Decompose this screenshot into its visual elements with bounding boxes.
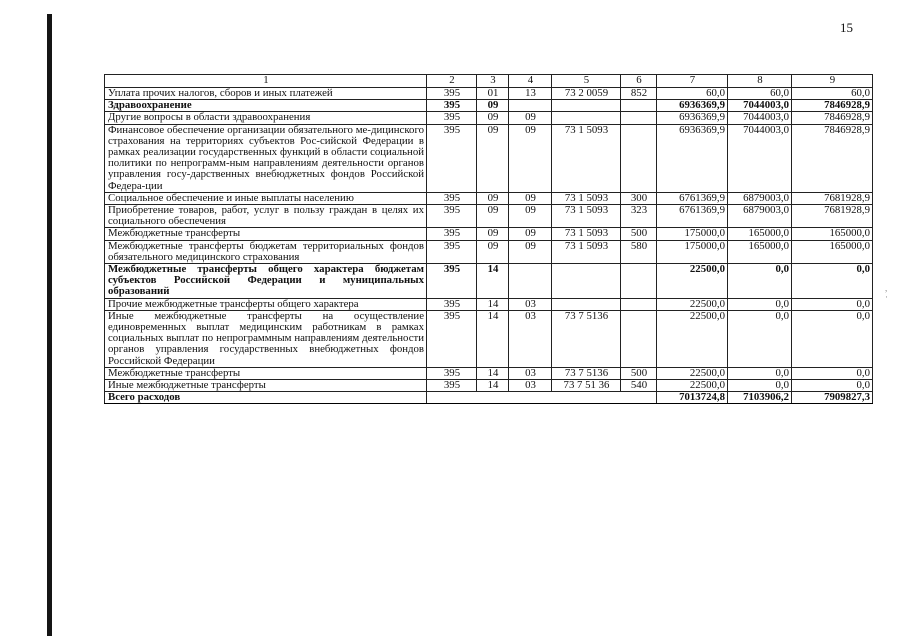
cell-expense-type: 323 xyxy=(621,205,657,228)
table-row xyxy=(105,310,873,367)
table-row xyxy=(105,88,873,100)
cell-subsection: 13 xyxy=(509,88,552,100)
cell-amount-col9: 0,0 xyxy=(792,264,873,299)
cell-amount-col8: 0,0 xyxy=(728,380,792,392)
cell-target-article: 73 7 5136 xyxy=(552,367,621,379)
cell-amount-col8: 7044003,0 xyxy=(728,112,792,124)
cell-target-article xyxy=(552,112,621,124)
total-row xyxy=(105,392,873,404)
table-row xyxy=(105,380,873,392)
cell-expense-type: 540 xyxy=(621,380,657,392)
cell-amount-col8: 0,0 xyxy=(728,264,792,299)
row-name: Межбюджетные трансферты xyxy=(105,367,427,379)
cell-amount-col9: 0,0 xyxy=(792,380,873,392)
cell-subsection: 09 xyxy=(509,205,552,228)
cell-ministry-code: 395 xyxy=(427,367,477,379)
cell-section: 14 xyxy=(477,298,509,310)
table-row xyxy=(105,124,873,192)
total-amount-col8: 7103906,2 xyxy=(728,392,792,404)
cell-subsection: 03 xyxy=(509,380,552,392)
cell-amount-col7: 22500,0 xyxy=(657,264,728,299)
cell-subsection: 09 xyxy=(509,228,552,240)
cell-section: 09 xyxy=(477,240,509,263)
column-header: 8 xyxy=(728,75,792,88)
cell-expense-type: 500 xyxy=(621,228,657,240)
cell-target-article: 73 1 5093 xyxy=(552,228,621,240)
cell-amount-col8: 6879003,0 xyxy=(728,205,792,228)
column-header: 2 xyxy=(427,75,477,88)
cell-subsection: 09 xyxy=(509,240,552,263)
row-name: Иные межбюджетные трансферты на осуществление единовременных выплат медицинским работникам в рамках социальных выплат по непрограммным направлениям деятельности органов управления государственных внебюджетных фондов Российской Федерации xyxy=(105,310,427,367)
column-header: 9 xyxy=(792,75,873,88)
column-header: 5 xyxy=(552,75,621,88)
cell-section: 09 xyxy=(477,112,509,124)
cell-expense-type xyxy=(621,124,657,192)
cell-amount-col9: 165000,0 xyxy=(792,240,873,263)
total-empty-span xyxy=(427,392,657,404)
budget-table xyxy=(104,74,873,404)
cell-expense-type xyxy=(621,264,657,299)
total-amount-col9: 7909827,3 xyxy=(792,392,873,404)
margin-mark: · xyxy=(885,292,888,302)
cell-amount-col7: 175000,0 xyxy=(657,228,728,240)
cell-subsection: 09 xyxy=(509,124,552,192)
cell-subsection: 03 xyxy=(509,310,552,367)
cell-amount-col7: 6761369,9 xyxy=(657,192,728,204)
total-amount-col7: 7013724,8 xyxy=(657,392,728,404)
cell-amount-col7: 6936369,9 xyxy=(657,112,728,124)
cell-ministry-code: 395 xyxy=(427,298,477,310)
cell-subsection xyxy=(509,264,552,299)
column-header: 3 xyxy=(477,75,509,88)
cell-expense-type xyxy=(621,100,657,112)
cell-expense-type xyxy=(621,298,657,310)
cell-amount-col9: 0,0 xyxy=(792,298,873,310)
cell-amount-col7: 22500,0 xyxy=(657,310,728,367)
cell-amount-col7: 6761369,9 xyxy=(657,205,728,228)
table-row xyxy=(105,240,873,263)
table-header-row xyxy=(105,75,873,88)
cell-amount-col8: 165000,0 xyxy=(728,240,792,263)
cell-expense-type xyxy=(621,310,657,367)
cell-target-article xyxy=(552,298,621,310)
table-row xyxy=(105,112,873,124)
row-name: Приобретение товаров, работ, услуг в пользу граждан в целях их социального обеспечения xyxy=(105,205,427,228)
table-row xyxy=(105,205,873,228)
cell-amount-col8: 60,0 xyxy=(728,88,792,100)
cell-ministry-code: 395 xyxy=(427,310,477,367)
page-number: 15 xyxy=(840,20,853,35)
table-row xyxy=(105,264,873,299)
cell-ministry-code: 395 xyxy=(427,100,477,112)
cell-amount-col9: 0,0 xyxy=(792,310,873,367)
cell-target-article: 73 1 5093 xyxy=(552,240,621,263)
column-header: 4 xyxy=(509,75,552,88)
cell-amount-col9: 7846928,9 xyxy=(792,100,873,112)
cell-amount-col9: 7681928,9 xyxy=(792,192,873,204)
row-name: Финансовое обеспечение организации обязательного ме-дицинского страхования на территориях субъектов Рос-сийской Федерации в рамках реализации государственных функций в области социальной политики по непрограмм-ным направлениям деятельности органов управления госу-дарственных внебюджетных фондов Российской Федера-ции xyxy=(105,124,427,192)
column-header: 7 xyxy=(657,75,728,88)
cell-ministry-code: 395 xyxy=(427,112,477,124)
row-name: Уплата прочих налогов, сборов и иных платежей xyxy=(105,88,427,100)
column-header: 1 xyxy=(105,75,427,88)
cell-ministry-code: 395 xyxy=(427,264,477,299)
cell-subsection xyxy=(509,100,552,112)
cell-section: 09 xyxy=(477,192,509,204)
cell-amount-col9: 7681928,9 xyxy=(792,205,873,228)
cell-section: 09 xyxy=(477,124,509,192)
cell-amount-col8: 7044003,0 xyxy=(728,124,792,192)
cell-amount-col8: 0,0 xyxy=(728,298,792,310)
cell-ministry-code: 395 xyxy=(427,205,477,228)
cell-amount-col7: 6936369,9 xyxy=(657,124,728,192)
cell-section: 14 xyxy=(477,264,509,299)
cell-amount-col8: 0,0 xyxy=(728,367,792,379)
cell-amount-col7: 22500,0 xyxy=(657,367,728,379)
cell-section: 09 xyxy=(477,100,509,112)
cell-target-article xyxy=(552,264,621,299)
table-row xyxy=(105,100,873,112)
margin-mark: , xyxy=(885,283,888,293)
cell-amount-col8: 6879003,0 xyxy=(728,192,792,204)
cell-amount-col9: 60,0 xyxy=(792,88,873,100)
cell-section: 14 xyxy=(477,380,509,392)
cell-section: 09 xyxy=(477,205,509,228)
cell-expense-type: 852 xyxy=(621,88,657,100)
cell-amount-col8: 165000,0 xyxy=(728,228,792,240)
table-row xyxy=(105,298,873,310)
cell-subsection: 03 xyxy=(509,367,552,379)
cell-amount-col9: 7846928,9 xyxy=(792,112,873,124)
cell-amount-col7: 6936369,9 xyxy=(657,100,728,112)
cell-expense-type: 500 xyxy=(621,367,657,379)
cell-ministry-code: 395 xyxy=(427,192,477,204)
cell-target-article: 73 7 51 36 xyxy=(552,380,621,392)
row-name: Межбюджетные трансферты бюджетам территориальных фондов обязательного медицинского страхования xyxy=(105,240,427,263)
row-name: Межбюджетные трансферты xyxy=(105,228,427,240)
cell-ministry-code: 395 xyxy=(427,380,477,392)
cell-target-article: 73 2 0059 xyxy=(552,88,621,100)
table-row xyxy=(105,367,873,379)
cell-ministry-code: 395 xyxy=(427,88,477,100)
cell-expense-type: 300 xyxy=(621,192,657,204)
cell-amount-col7: 60,0 xyxy=(657,88,728,100)
cell-ministry-code: 395 xyxy=(427,228,477,240)
cell-section: 09 xyxy=(477,228,509,240)
cell-expense-type: 580 xyxy=(621,240,657,263)
cell-subsection: 09 xyxy=(509,192,552,204)
cell-ministry-code: 395 xyxy=(427,124,477,192)
cell-target-article: 73 1 5093 xyxy=(552,124,621,192)
cell-ministry-code: 395 xyxy=(427,240,477,263)
cell-section: 14 xyxy=(477,367,509,379)
row-name: Здравоохранение xyxy=(105,100,427,112)
table-row xyxy=(105,192,873,204)
cell-expense-type xyxy=(621,112,657,124)
cell-amount-col9: 165000,0 xyxy=(792,228,873,240)
cell-amount-col9: 0,0 xyxy=(792,367,873,379)
cell-section: 14 xyxy=(477,310,509,367)
column-header: 6 xyxy=(621,75,657,88)
cell-target-article: 73 1 5093 xyxy=(552,192,621,204)
row-name: Социальное обеспечение и иные выплаты населению xyxy=(105,192,427,204)
cell-amount-col9: 7846928,9 xyxy=(792,124,873,192)
cell-amount-col8: 0,0 xyxy=(728,310,792,367)
row-name: Другие вопросы в области здравоохранения xyxy=(105,112,427,124)
total-label: Всего расходов xyxy=(105,392,427,404)
cell-target-article: 73 1 5093 xyxy=(552,205,621,228)
row-name: Межбюджетные трансферты общего характера бюджетам субъектов Российской Федерации и муниципальных образований xyxy=(105,264,427,299)
cell-amount-col8: 7044003,0 xyxy=(728,100,792,112)
cell-section: 01 xyxy=(477,88,509,100)
cell-subsection: 03 xyxy=(509,298,552,310)
scan-edge-bar xyxy=(47,14,52,636)
row-name: Иные межбюджетные трансферты xyxy=(105,380,427,392)
row-name: Прочие межбюджетные трансферты общего характера xyxy=(105,298,427,310)
cell-target-article xyxy=(552,100,621,112)
cell-target-article: 73 7 5136 xyxy=(552,310,621,367)
cell-amount-col7: 175000,0 xyxy=(657,240,728,263)
cell-subsection: 09 xyxy=(509,112,552,124)
cell-amount-col7: 22500,0 xyxy=(657,298,728,310)
table-row xyxy=(105,228,873,240)
cell-amount-col7: 22500,0 xyxy=(657,380,728,392)
